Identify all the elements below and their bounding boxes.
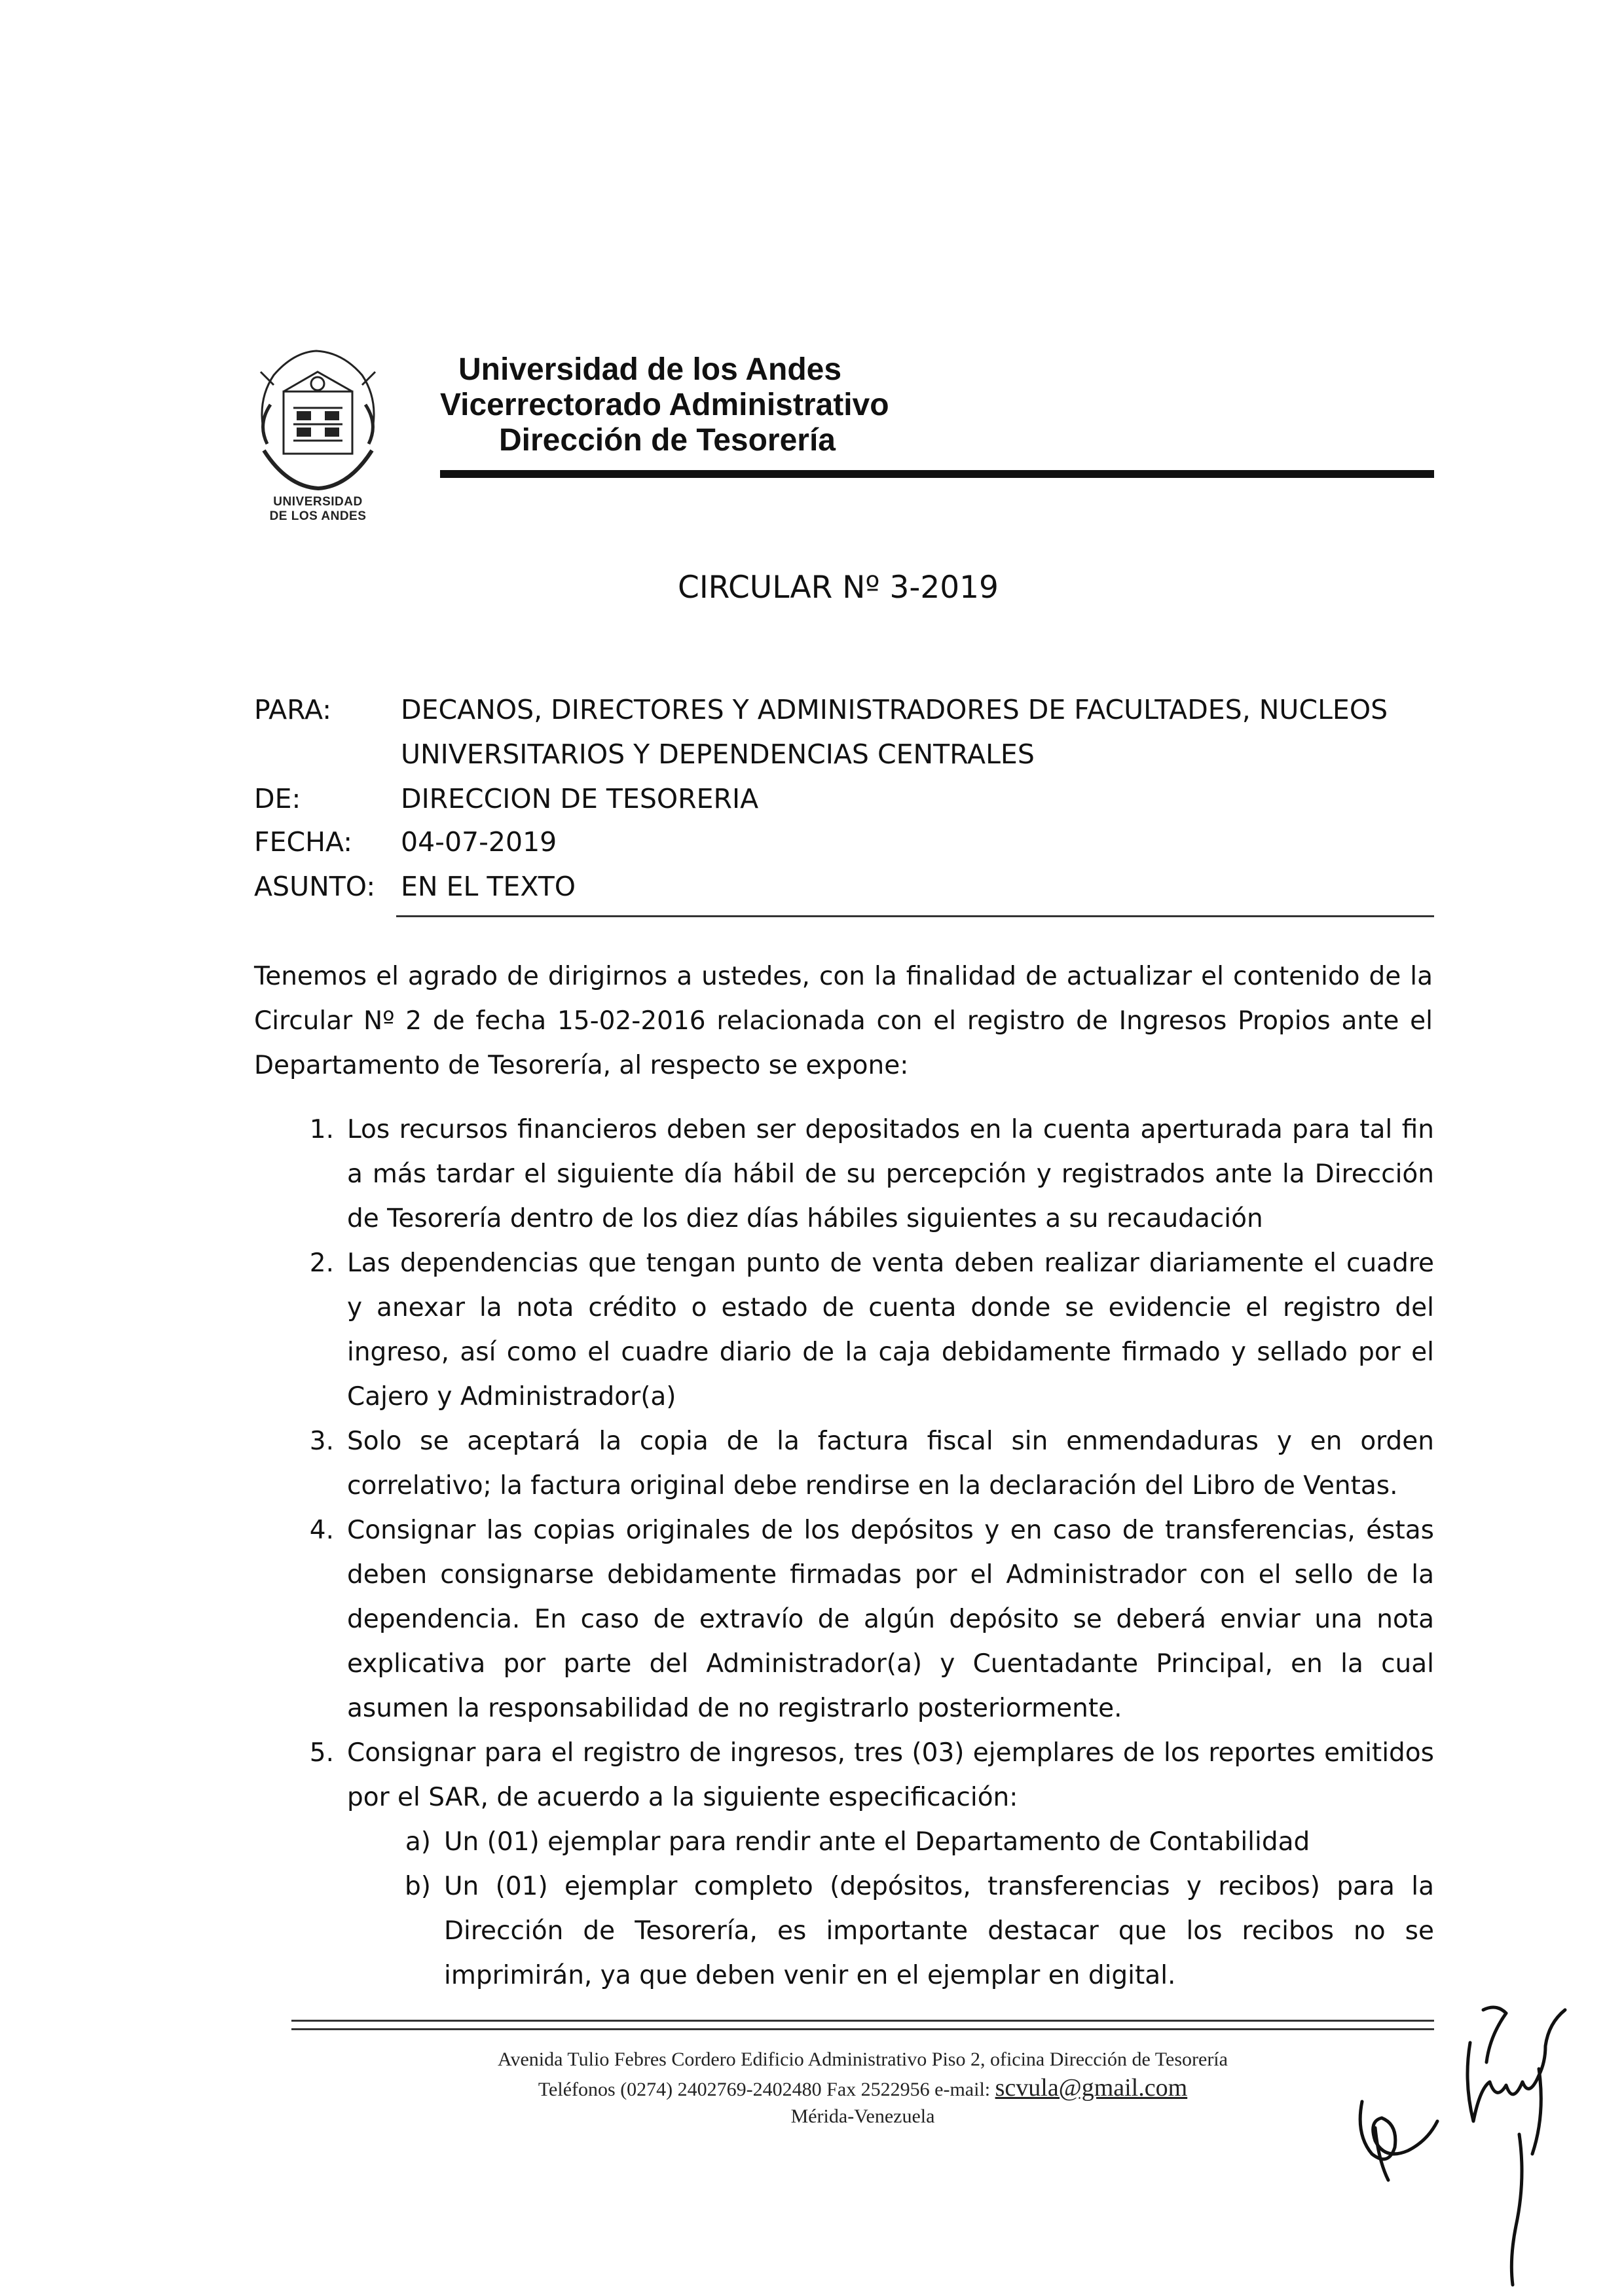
footer-address: Avenida Tulio Febres Cordero Edificio Administrativo Piso 2, oficina Dirección de Tesorería bbox=[498, 2049, 1228, 2070]
list-item-number: 1. bbox=[309, 1115, 334, 1144]
institution-name: Universidad de los Andes bbox=[458, 352, 842, 387]
circular-title: CIRCULAR Nº 3-2019 bbox=[678, 570, 999, 606]
list-item bbox=[309, 1731, 1434, 1820]
sublist-item-label: b) bbox=[405, 1872, 431, 1901]
sublist-item-label: a) bbox=[405, 1827, 431, 1857]
footer-rule-bottom bbox=[291, 2028, 1434, 2030]
list-item-text: Consignar para el registro de ingresos, tres (03) ejemplares de los reportes emitidos por el SAR, de acuerdo a la siguiente especificación: bbox=[347, 1738, 1434, 1812]
footer-email-link[interactable]: scvula@gmail.com bbox=[995, 2074, 1188, 2102]
institution-department: Vicerrectorado Administrativo bbox=[440, 388, 889, 422]
sublist-item-text: Un (01) ejemplar para rendir ante el Departamento de Contabilidad bbox=[444, 1827, 1310, 1857]
list-item-text: Solo se aceptará la copia de la factura fiscal sin enmendaduras y en orden correlativo; la factura original debe rendirse en la declaración del Libro de Ventas. bbox=[347, 1427, 1434, 1501]
list-item-text: Consignar las copias originales de los depósitos y en caso de transferencias, éstas deben consignarse debidamente firmadas por el Administrador con el sello de la dependencia. En caso de extravío de algún depósito se deberá enviar una nota explicativa por parte del Administrador(a) y Cuentadante Principal, en la cual asumen la responsabilidad de no registrarlo posteriormente. bbox=[347, 1516, 1434, 1723]
list-item bbox=[309, 1419, 1434, 1508]
de-label: DE: bbox=[254, 783, 301, 814]
asunto-label: ASUNTO: bbox=[254, 871, 376, 902]
list-item bbox=[309, 1108, 1434, 1241]
para-label: PARA: bbox=[254, 694, 332, 725]
institution-office: Dirección de Tesorería bbox=[499, 423, 836, 458]
de-value: DIRECCION DE TESORERIA bbox=[401, 783, 759, 814]
university-seal bbox=[248, 346, 388, 522]
para-value-line2: UNIVERSITARIOS Y DEPENDENCIAS CENTRALES bbox=[401, 738, 1035, 770]
list-item bbox=[309, 1241, 1434, 1419]
list-item-number: 4. bbox=[309, 1516, 334, 1545]
list-item-text: Los recursos financieros deben ser depositados en la cuenta aperturada para tal fin a más tardar el siguiente día hábil de su percepción y registrados ante la Dirección de Tesorería dentro de los diez días hábiles siguientes a su recaudación bbox=[347, 1115, 1434, 1233]
sublist-item bbox=[405, 1865, 1434, 1998]
handwritten-signature bbox=[1349, 1984, 1585, 2291]
footer-rule-top bbox=[291, 2020, 1434, 2022]
intro-paragraph: Tenemos el agrado de dirigirnos a ustedes, con la finalidad de actualizar el contenido de la Circular Nº 2 de fecha 15-02-2016 relacionada con el registro de Ingresos Propios ante el Departamento de Tesorería, al respecto se expone: bbox=[254, 962, 1433, 1080]
asunto-value: EN EL TEXTO bbox=[401, 871, 576, 902]
footer-city: Mérida-Venezuela bbox=[790, 2105, 935, 2127]
list-item-number: 5. bbox=[309, 1738, 334, 1768]
para-value-line1: DECANOS, DIRECTORES Y ADMINISTRADORES DE FACULTADES, NUCLEOS bbox=[401, 694, 1388, 725]
footer-contact bbox=[291, 2074, 1434, 2104]
list-item-text: Las dependencias que tengan punto de venta deben realizar diariamente el cuadre y anexar la nota crédito o estado de cuenta donde se evidencie el registro del ingreso, así como el cuadre diario de la caja debidamente firmado y sellado por el Cajero y Administrador(a) bbox=[347, 1248, 1434, 1412]
seal-label-top: UNIVERSIDAD bbox=[273, 495, 363, 509]
header-rule bbox=[440, 470, 1434, 478]
numbered-list bbox=[309, 1108, 1434, 1998]
sublist-item bbox=[405, 1820, 1434, 1865]
list-item bbox=[309, 1508, 1434, 1731]
seal-label-bottom: DE LOS ANDES bbox=[269, 509, 367, 523]
fecha-label: FECHA: bbox=[254, 826, 353, 858]
sublist-item-text: Un (01) ejemplar completo (depósitos, transferencias y recibos) para la Dirección de Tesorería, es importante destacar que los recibos no se imprimirán, ya que deben venir en el ejemplar en digital. bbox=[444, 1872, 1434, 1990]
list-item-number: 2. bbox=[309, 1248, 334, 1278]
fields-rule bbox=[396, 915, 1434, 917]
seal-emblem-icon bbox=[248, 346, 388, 496]
list-item-number: 3. bbox=[309, 1427, 334, 1456]
fecha-value: 04-07-2019 bbox=[401, 826, 557, 858]
footer-phones: Teléfonos (0274) 2402769-2402480 Fax 2522956 e-mail: bbox=[538, 2079, 991, 2100]
